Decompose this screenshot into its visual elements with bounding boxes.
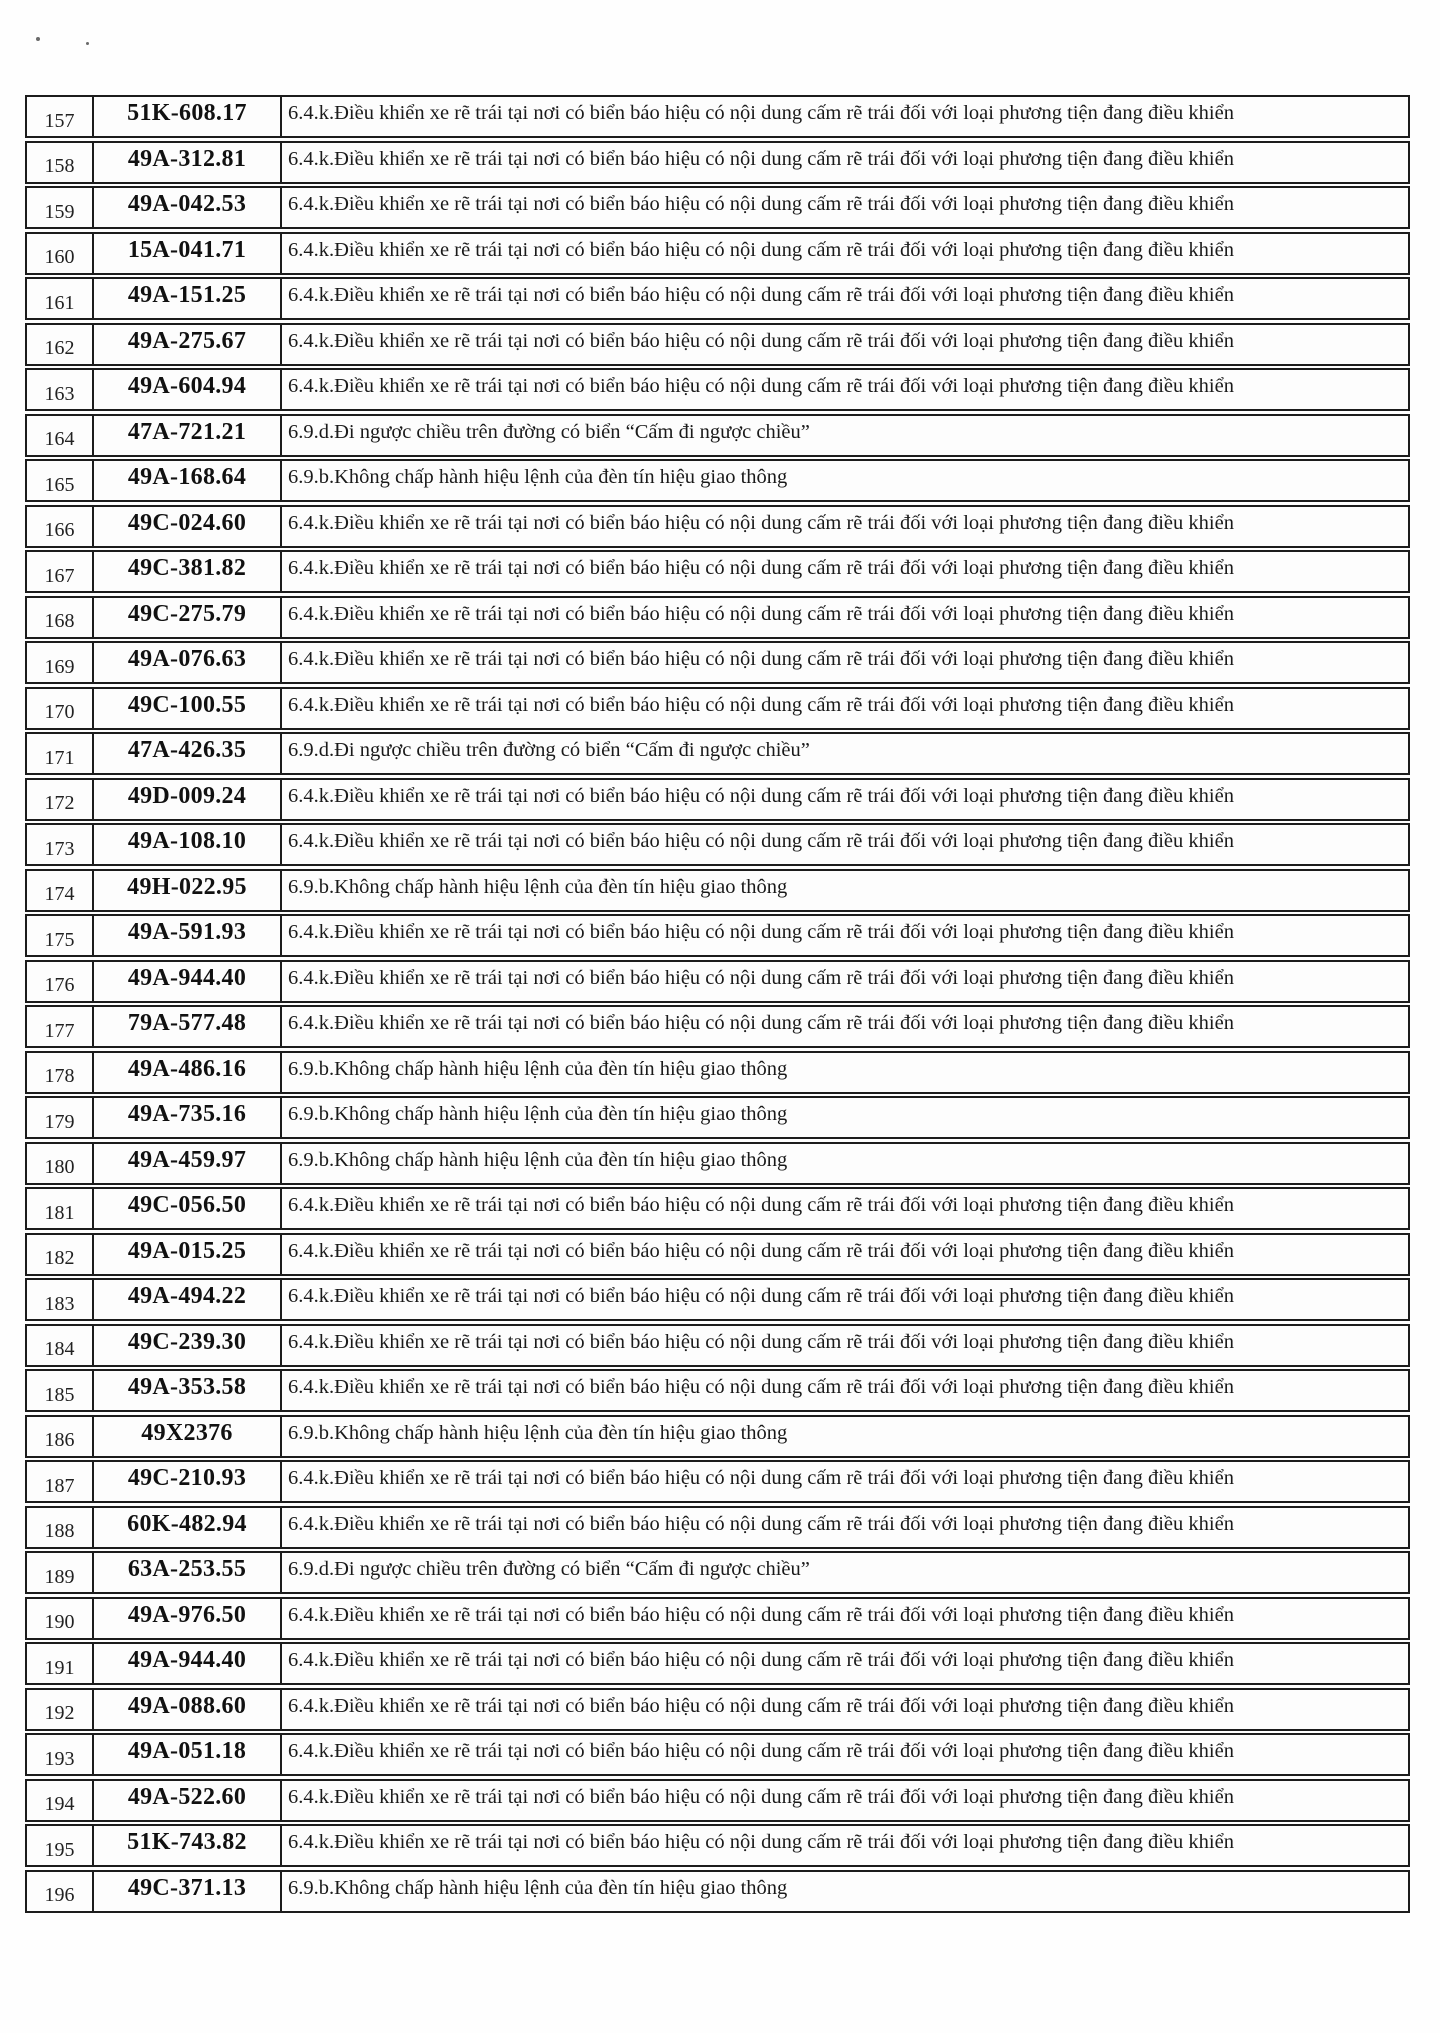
violation-cell [282, 1007, 1408, 1046]
table-row [25, 141, 1410, 184]
license-plate-cell [94, 416, 282, 455]
row-number: 169 [44, 655, 75, 678]
table-row [25, 641, 1410, 684]
license-plate: 49A-604.94 [127, 373, 247, 399]
row-number: 181 [44, 1201, 75, 1224]
violation-text: 6.4.k.Điều khiển xe rẽ trái tại nơi có biển báo hiệu có nội dung cấm rẽ trái đối với loại phương tiện đang điều khiển [288, 966, 1234, 989]
license-plate-cell [94, 1417, 282, 1456]
violation-text: 6.4.k.Điều khiển xe rẽ trái tại nơi có biển báo hiệu có nội dung cấm rẽ trái đối với loại phương tiện đang điều khiển [288, 1694, 1234, 1717]
row-number: 159 [44, 200, 75, 223]
table-row [25, 186, 1410, 229]
license-plate-cell [94, 1371, 282, 1410]
violation-cell [282, 825, 1408, 864]
row-number: 160 [44, 246, 75, 268]
violation-cell [282, 1417, 1408, 1456]
violation-text: 6.4.k.Điều khiển xe rẽ trái tại nơi có biển báo hiệu có nội dung cấm rẽ trái đối với loại phương tiện đang điều khiển [288, 147, 1234, 170]
row-number-cell [27, 1371, 94, 1410]
row-number: 162 [44, 337, 75, 359]
violation-text: 6.4.k.Điều khiển xe rẽ trái tại nơi có biển báo hiệu có nội dung cấm rẽ trái đối với loại phương tiện đang điều khiển [288, 1467, 1234, 1489]
violation-cell [282, 234, 1408, 273]
violation-cell [282, 1462, 1408, 1501]
row-number: 184 [44, 1338, 75, 1360]
row-number-cell [27, 1599, 94, 1638]
license-plate-cell [94, 1280, 282, 1319]
license-plate: 47A-426.35 [127, 737, 247, 763]
violation-text: 6.4.k.Điều khiển xe rẽ trái tại nơi có biển báo hiệu có nội dung cấm rẽ trái đối với loại phương tiện đang điều khiển [288, 1740, 1234, 1762]
violation-text: 6.4.k.Điều khiển xe rẽ trái tại nơi có biển báo hiệu có nội dung cấm rẽ trái đối với loại phương tiện đang điều khiển [288, 830, 1234, 852]
license-plate-cell [94, 1007, 282, 1046]
row-number: 189 [44, 1565, 75, 1588]
row-number: 176 [44, 974, 75, 996]
license-plate: 49A-151.25 [127, 282, 247, 308]
violation-cell [282, 1371, 1408, 1410]
violation-cell [282, 1053, 1408, 1092]
row-number: 182 [44, 1247, 75, 1269]
violation-cell [282, 871, 1408, 910]
row-number-cell [27, 1280, 94, 1319]
violation-cell [282, 1826, 1408, 1865]
violation-cell [282, 643, 1408, 682]
violation-text: 6.4.k.Điều khiển xe rẽ trái tại nơi có biển báo hiệu có nội dung cấm rẽ trái đối với loại phương tiện đang điều khiển [288, 1012, 1234, 1034]
license-plate-cell [94, 1599, 282, 1638]
license-plate-cell [94, 1053, 282, 1092]
violation-text: 6.4.k.Điều khiển xe rẽ trái tại nơi có biển báo hiệu có nội dung cấm rẽ trái đối với loại phương tiện đang điều khiển [288, 693, 1234, 716]
violation-text: 6.9.b.Không chấp hành hiệu lệnh của đèn tín hiệu giao thông [288, 1148, 788, 1171]
row-number: 190 [44, 1611, 75, 1633]
row-number: 186 [44, 1429, 75, 1451]
table-row [25, 1597, 1410, 1640]
violation-text: 6.4.k.Điều khiển xe rẽ trái tại nơi có biển báo hiệu có nội dung cấm rẽ trái đối với loại phương tiện đang điều khiển [288, 1785, 1234, 1808]
license-plate-cell [94, 461, 282, 500]
table-row [25, 596, 1410, 639]
row-number: 195 [44, 1838, 75, 1861]
row-number-cell [27, 552, 94, 591]
license-plate-cell [94, 1508, 282, 1547]
violation-text: 6.9.d.Đi ngược chiều trên đường có biển “Cấm đi ngược chiều” [288, 1558, 810, 1580]
violation-text: 6.9.b.Không chấp hành hiệu lệnh của đèn tín hiệu giao thông [288, 1103, 788, 1125]
license-plate: 47A-721.21 [127, 418, 247, 445]
row-number: 183 [44, 1292, 75, 1315]
license-plate: 49A-735.16 [127, 1101, 247, 1127]
table-row [25, 1142, 1410, 1185]
row-number: 179 [44, 1110, 75, 1133]
violation-text: 6.4.k.Điều khiển xe rẽ trái tại nơi có biển báo hiệu có nội dung cấm rẽ trái đối với loại phương tiện đang điều khiển [288, 1831, 1234, 1853]
license-plate-cell [94, 97, 282, 136]
violation-cell [282, 1735, 1408, 1774]
row-number-cell [27, 143, 94, 182]
row-number: 168 [44, 610, 75, 632]
violation-text: 6.4.k.Điều khiển xe rẽ trái tại nơi có biển báo hiệu có nội dung cấm rẽ trái đối với loại phương tiện đang điều khiển [288, 1376, 1234, 1398]
row-number-cell [27, 416, 94, 455]
row-number: 167 [44, 564, 75, 587]
license-plate: 49A-522.60 [127, 1783, 247, 1810]
license-plate: 49A-015.25 [127, 1237, 247, 1264]
scan-speck-2 [86, 42, 89, 45]
license-plate: 51K-608.17 [127, 100, 247, 126]
license-plate: 49A-353.58 [127, 1374, 247, 1400]
violation-text: 6.4.k.Điều khiển xe rẽ trái tại nơi có biển báo hiệu có nội dung cấm rẽ trái đối với loại phương tiện đang điều khiển [288, 921, 1234, 943]
license-plate-cell [94, 143, 282, 182]
row-number: 196 [44, 1884, 75, 1906]
license-plate: 49C-239.30 [127, 1328, 247, 1355]
row-number: 164 [44, 428, 75, 450]
row-number: 192 [44, 1702, 75, 1724]
license-plate-cell [94, 825, 282, 864]
license-plate: 49C-024.60 [127, 509, 247, 536]
violation-cell [282, 552, 1408, 591]
violation-text: 6.9.b.Không chấp hành hiệu lệnh của đèn tín hiệu giao thông [288, 875, 788, 898]
row-number: 170 [44, 701, 75, 723]
row-number: 165 [44, 473, 75, 496]
row-number: 187 [44, 1474, 75, 1497]
violation-text: 6.4.k.Điều khiển xe rẽ trái tại nơi có biển báo hiệu có nội dung cấm rẽ trái đối với loại phương tiện đang điều khiển [288, 329, 1234, 352]
row-number-cell [27, 598, 94, 637]
violation-cell [282, 916, 1408, 955]
table-row [25, 1369, 1410, 1412]
violation-text: 6.4.k.Điều khiển xe rẽ trái tại nơi có biển báo hiệu có nội dung cấm rẽ trái đối với loại phương tiện đang điều khiển [288, 238, 1234, 261]
row-number-cell [27, 325, 94, 364]
license-plate-cell [94, 279, 282, 318]
violation-cell [282, 1189, 1408, 1228]
license-plate-cell [94, 1189, 282, 1228]
license-plate-cell [94, 734, 282, 773]
license-plate: 49A-088.60 [127, 1692, 247, 1719]
row-number-cell [27, 507, 94, 546]
license-plate: 63A-253.55 [127, 1556, 247, 1582]
violation-cell [282, 1690, 1408, 1729]
violation-text: 6.4.k.Điều khiển xe rẽ trái tại nơi có biển báo hiệu có nội dung cấm rẽ trái đối với loại phương tiện đang điều khiển [288, 1649, 1234, 1671]
violation-text: 6.9.b.Không chấp hành hiệu lệnh của đèn tín hiệu giao thông [288, 1057, 788, 1080]
table-row [25, 459, 1410, 502]
table-row [25, 1824, 1410, 1867]
row-number: 171 [44, 746, 75, 769]
license-plate: 49C-210.93 [127, 1465, 247, 1491]
license-plate-cell [94, 1872, 282, 1911]
license-plate: 49C-056.50 [127, 1192, 247, 1218]
license-plate-cell [94, 370, 282, 409]
license-plate: 15A-041.71 [127, 236, 247, 263]
violation-text: 6.4.k.Điều khiển xe rẽ trái tại nơi có biển báo hiệu có nội dung cấm rẽ trái đối với loại phương tiện đang điều khiển [288, 557, 1234, 579]
row-number: 194 [44, 1793, 75, 1815]
license-plate: 49A-591.93 [127, 919, 247, 945]
row-number: 157 [44, 109, 75, 132]
violation-text: 6.4.k.Điều khiển xe rẽ trái tại nơi có biển báo hiệu có nội dung cấm rẽ trái đối với loại phương tiện đang điều khiển [288, 602, 1234, 625]
license-plate-cell [94, 188, 282, 227]
license-plate: 49A-486.16 [127, 1055, 247, 1082]
row-number-cell [27, 1417, 94, 1456]
table-row [25, 1233, 1410, 1276]
violation-cell [282, 370, 1408, 409]
license-plate-cell [94, 962, 282, 1001]
table-row [25, 1051, 1410, 1094]
license-plate: 49A-944.40 [127, 964, 247, 991]
violation-text: 6.4.k.Điều khiển xe rẽ trái tại nơi có biển báo hiệu có nội dung cấm rẽ trái đối với loại phương tiện đang điều khiển [288, 1603, 1234, 1626]
license-plate-cell [94, 552, 282, 591]
violation-cell [282, 97, 1408, 136]
row-number: 177 [44, 1019, 75, 1042]
row-number: 166 [44, 519, 75, 541]
row-number-cell [27, 1508, 94, 1547]
row-number-cell [27, 825, 94, 864]
table-row [25, 414, 1410, 457]
license-plate-cell [94, 234, 282, 273]
license-plate-cell [94, 1735, 282, 1774]
table-row [25, 1415, 1410, 1458]
license-plate: 49A-459.97 [127, 1146, 247, 1173]
table-row [25, 232, 1410, 275]
license-plate-cell [94, 325, 282, 364]
table-row [25, 550, 1410, 593]
violation-cell [282, 507, 1408, 546]
violation-cell [282, 1326, 1408, 1365]
table-row [25, 1642, 1410, 1685]
violation-text: 6.4.k.Điều khiển xe rẽ trái tại nơi có biển báo hiệu có nội dung cấm rẽ trái đối với loại phương tiện đang điều khiển [288, 511, 1234, 534]
row-number-cell [27, 962, 94, 1001]
row-number-cell [27, 97, 94, 136]
row-number-cell [27, 1644, 94, 1683]
table-row [25, 368, 1410, 411]
row-number-cell [27, 1690, 94, 1729]
violation-text: 6.9.d.Đi ngược chiều trên đường có biển “Cấm đi ngược chiều” [288, 420, 810, 443]
license-plate: 60K-482.94 [127, 1510, 247, 1537]
license-plate: 49A-076.63 [127, 646, 247, 672]
license-plate-cell [94, 1690, 282, 1729]
table-row [25, 277, 1410, 320]
table-row [25, 914, 1410, 957]
row-number-cell [27, 1235, 94, 1274]
violation-cell [282, 1553, 1408, 1592]
table-row [25, 778, 1410, 821]
row-number: 172 [44, 792, 75, 814]
row-number-cell [27, 1098, 94, 1137]
license-plate-cell [94, 507, 282, 546]
license-plate: 49A-494.22 [127, 1283, 247, 1309]
row-number-cell [27, 1462, 94, 1501]
license-plate: 49C-381.82 [127, 555, 247, 581]
table-row [25, 732, 1410, 775]
table-row [25, 1324, 1410, 1367]
table-row [25, 1733, 1410, 1776]
violation-cell [282, 461, 1408, 500]
violation-cell [282, 1235, 1408, 1274]
license-plate: 49A-976.50 [127, 1601, 247, 1628]
table-row [25, 687, 1410, 730]
license-plate: 49C-100.55 [127, 691, 247, 718]
violation-text: 6.4.k.Điều khiển xe rẽ trái tại nơi có biển báo hiệu có nội dung cấm rẽ trái đối với loại phương tiện đang điều khiển [288, 648, 1234, 670]
row-number-cell [27, 461, 94, 500]
row-number: 180 [44, 1156, 75, 1178]
row-number: 163 [44, 382, 75, 405]
license-plate: 49A-944.40 [127, 1647, 247, 1673]
row-number: 161 [44, 291, 75, 314]
row-number: 193 [44, 1747, 75, 1770]
license-plate-cell [94, 598, 282, 637]
violation-text: 6.4.k.Điều khiển xe rẽ trái tại nơi có biển báo hiệu có nội dung cấm rẽ trái đối với loại phương tiện đang điều khiển [288, 1239, 1234, 1262]
row-number-cell [27, 188, 94, 227]
row-number-cell [27, 1053, 94, 1092]
violation-text: 6.4.k.Điều khiển xe rẽ trái tại nơi có biển báo hiệu có nội dung cấm rẽ trái đối với loại phương tiện đang điều khiển [288, 1330, 1234, 1353]
violation-cell [282, 188, 1408, 227]
license-plate: 49A-042.53 [127, 191, 247, 217]
violation-text: 6.4.k.Điều khiển xe rẽ trái tại nơi có biển báo hiệu có nội dung cấm rẽ trái đối với loại phương tiện đang điều khiển [288, 102, 1234, 124]
license-plate-cell [94, 1462, 282, 1501]
row-number-cell [27, 1735, 94, 1774]
license-plate-cell [94, 1553, 282, 1592]
violation-cell [282, 962, 1408, 1001]
license-plate-cell [94, 916, 282, 955]
table-row [25, 95, 1410, 138]
row-number: 158 [44, 155, 75, 177]
table-row [25, 1096, 1410, 1139]
row-number-cell [27, 689, 94, 728]
table-row [25, 1870, 1410, 1913]
row-number: 185 [44, 1383, 75, 1406]
violation-cell [282, 1599, 1408, 1638]
row-number-cell [27, 1144, 94, 1183]
row-number-cell [27, 1007, 94, 1046]
row-number-cell [27, 871, 94, 910]
row-number-cell [27, 1781, 94, 1820]
license-plate: 49C-275.79 [127, 600, 247, 627]
violation-text: 6.9.b.Không chấp hành hiệu lệnh của đèn tín hiệu giao thông [288, 1421, 788, 1444]
violation-cell [282, 1098, 1408, 1137]
violation-text: 6.4.k.Điều khiển xe rẽ trái tại nơi có biển báo hiệu có nội dung cấm rẽ trái đối với loại phương tiện đang điều khiển [288, 193, 1234, 215]
row-number: 175 [44, 928, 75, 951]
violation-cell [282, 1644, 1408, 1683]
license-plate: 49C-371.13 [127, 1874, 247, 1901]
row-number-cell [27, 643, 94, 682]
violation-text: 6.9.d.Đi ngược chiều trên đường có biển “Cấm đi ngược chiều” [288, 739, 810, 761]
violation-cell [282, 325, 1408, 364]
row-number: 188 [44, 1520, 75, 1542]
row-number-cell [27, 1189, 94, 1228]
license-plate: 49A-275.67 [127, 327, 247, 354]
license-plate-cell [94, 689, 282, 728]
license-plate-cell [94, 1644, 282, 1683]
license-plate: 51K-743.82 [127, 1829, 247, 1855]
row-number: 191 [44, 1656, 75, 1679]
violation-text: 6.9.b.Không chấp hành hiệu lệnh của đèn tín hiệu giao thông [288, 1876, 788, 1899]
violation-table [25, 95, 1410, 1915]
row-number: 173 [44, 837, 75, 860]
license-plate-cell [94, 1826, 282, 1865]
row-number-cell [27, 1553, 94, 1592]
license-plate: 49A-108.10 [127, 828, 247, 854]
row-number-cell [27, 1872, 94, 1911]
violation-cell [282, 598, 1408, 637]
violation-cell [282, 734, 1408, 773]
table-row [25, 1278, 1410, 1321]
row-number-cell [27, 1326, 94, 1365]
license-plate: 49H-022.95 [127, 873, 247, 900]
table-row [25, 823, 1410, 866]
license-plate: 49A-312.81 [127, 145, 247, 172]
license-plate: 49A-051.18 [127, 1738, 247, 1764]
row-number-cell [27, 916, 94, 955]
table-row [25, 1506, 1410, 1549]
row-number-cell [27, 1826, 94, 1865]
license-plate-cell [94, 871, 282, 910]
table-row [25, 505, 1410, 548]
table-row [25, 323, 1410, 366]
violation-text: 6.4.k.Điều khiển xe rẽ trái tại nơi có biển báo hiệu có nội dung cấm rẽ trái đối với loại phương tiện đang điều khiển [288, 1194, 1234, 1216]
violation-cell [282, 143, 1408, 182]
table-row [25, 1460, 1410, 1503]
violation-cell [282, 1781, 1408, 1820]
violation-cell [282, 1280, 1408, 1319]
license-plate: 49X2376 [141, 1419, 233, 1446]
violation-cell [282, 1508, 1408, 1547]
row-number-cell [27, 279, 94, 318]
violation-text: 6.4.k.Điều khiển xe rẽ trái tại nơi có biển báo hiệu có nội dung cấm rẽ trái đối với loại phương tiện đang điều khiển [288, 284, 1234, 306]
violation-cell [282, 689, 1408, 728]
scan-speck-1 [36, 37, 40, 41]
table-row [25, 869, 1410, 912]
violation-cell [282, 780, 1408, 819]
table-row [25, 1688, 1410, 1731]
table-row [25, 1187, 1410, 1230]
violation-cell [282, 1144, 1408, 1183]
table-row [25, 1779, 1410, 1822]
license-plate-cell [94, 1781, 282, 1820]
license-plate-cell [94, 643, 282, 682]
row-number-cell [27, 234, 94, 273]
license-plate-cell [94, 780, 282, 819]
violation-cell [282, 279, 1408, 318]
violation-text: 6.9.b.Không chấp hành hiệu lệnh của đèn tín hiệu giao thông [288, 466, 788, 488]
table-row [25, 1005, 1410, 1048]
row-number-cell [27, 734, 94, 773]
table-row [25, 960, 1410, 1003]
license-plate-cell [94, 1144, 282, 1183]
license-plate: 49D-009.24 [127, 782, 247, 809]
row-number: 178 [44, 1065, 75, 1087]
license-plate-cell [94, 1235, 282, 1274]
violation-text: 6.4.k.Điều khiển xe rẽ trái tại nơi có biển báo hiệu có nội dung cấm rẽ trái đối với loại phương tiện đang điều khiển [288, 375, 1234, 397]
row-number-cell [27, 780, 94, 819]
row-number: 174 [44, 883, 75, 905]
violation-text: 6.4.k.Điều khiển xe rẽ trái tại nơi có biển báo hiệu có nội dung cấm rẽ trái đối với loại phương tiện đang điều khiển [288, 1285, 1234, 1307]
violation-text: 6.4.k.Điều khiển xe rẽ trái tại nơi có biển báo hiệu có nội dung cấm rẽ trái đối với loại phương tiện đang điều khiển [288, 784, 1234, 807]
violation-text: 6.4.k.Điều khiển xe rẽ trái tại nơi có biển báo hiệu có nội dung cấm rẽ trái đối với loại phương tiện đang điều khiển [288, 1512, 1234, 1535]
violation-cell [282, 416, 1408, 455]
license-plate-cell [94, 1098, 282, 1137]
row-number-cell [27, 370, 94, 409]
violation-cell [282, 1872, 1408, 1911]
license-plate-cell [94, 1326, 282, 1365]
table-row [25, 1551, 1410, 1594]
license-plate: 79A-577.48 [127, 1010, 247, 1036]
license-plate: 49A-168.64 [127, 464, 247, 490]
